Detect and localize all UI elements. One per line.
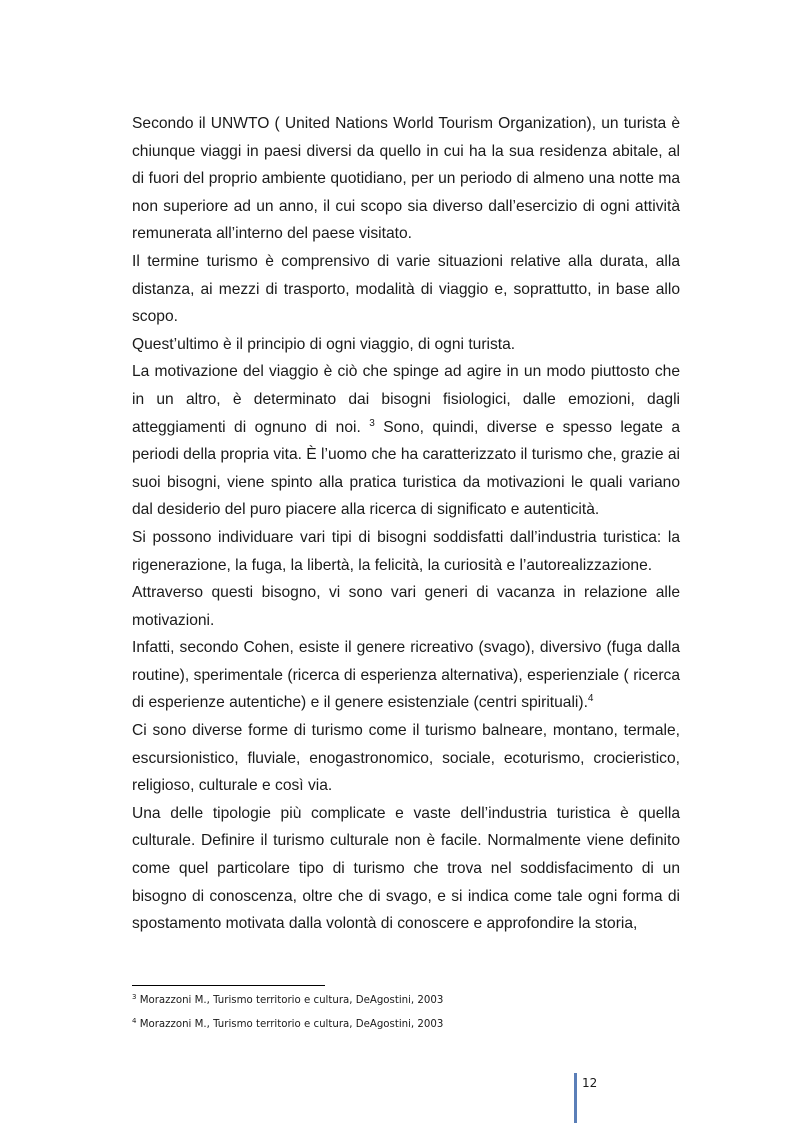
main-text [132, 110, 680, 938]
footnotes [132, 989, 692, 1037]
paragraph-term-scope: Il termine turismo è comprensivo di varie situazioni relative alla durata, alla distanza, ai mezzi di trasporto, modalità di viaggio e, soprattutto, in base allo scopo. [132, 252, 680, 326]
footnote-text: Morazzoni M., Turismo territorio e cultura, DeAgostini, 2003 [136, 1019, 444, 1030]
motivation-text-start: La motivazione del viaggio è ciò che spinge ad agire in un modo piuttosto che in un altro, è determinato dai bisogni fisiologici, dalle emozioni, dagli atteggiamenti di ognuno di noi. [132, 363, 680, 436]
paragraph-holiday-types: Attraverso questi bisogno, vi sono vari generi di vacanza in relazione alle motivazioni. [132, 584, 680, 629]
footnote-text: Morazzoni M., Turismo territorio e cultura, DeAgostini, 2003 [136, 995, 444, 1006]
footnote-ref-4: 4 [587, 693, 594, 705]
paragraph-definition: Secondo il UNWTO ( United Nations World Tourism Organization), un turista è chiunque viaggi in paesi diversi da quello in cui ha la sua residenza abitale, al di fuori del proprio ambiente quotidiano, per un periodo di almeno una notte ma non superiore ad un anno, il cui scopo sia diverso dall’esercizio di ogni attività remunerata all’interno del paese visitato. [132, 115, 680, 243]
paragraph-cohen [132, 634, 680, 717]
footnote-number: 4 [132, 1017, 137, 1025]
paragraph-motivation [132, 358, 680, 524]
motivation-text-end: Sono, quindi, diverse e spesso legate a periodi della propria vita. È l’uomo che ha caratterizzato il turismo che, grazie ai suoi bisogni, viene spinto alla pratica turistica da motivazioni le quali variano dal desiderio del puro piacere alla ricerca di significato e autenticità. [132, 418, 681, 519]
paragraph-cultural-tourism: Una delle tipologie più complicate e vaste dell’industria turistica è quella culturale. Definire il turismo culturale non è facile. Normalmente viene definito come quel particolare tipo di turismo che trova nel soddisfacimento di un bisogno di conoscenza, oltre che di svago, e si indica come tale ogni forma di spostamento motivata dalla volontà di conoscere e approfondire la storia, [132, 804, 680, 933]
footnote-number: 3 [132, 993, 137, 1001]
paragraph-tourism-forms: Ci sono diverse forme di turismo come il turismo balneare, montano, termale, escursionistico, fluviale, enogastronomico, sociale, ecoturismo, crocieristico, religioso, culturale e così via. [132, 722, 680, 795]
paragraph-principle: Quest’ultimo è il principio di ogni viaggio, di ogni turista. [132, 335, 516, 353]
footnote-separator [132, 985, 325, 986]
page-number-bar [574, 1073, 577, 1123]
cohen-text: Infatti, secondo Cohen, esiste il genere ricreativo (svago), diversivo (fuga dalla routine), sperimentale (ricerca di esperienza alternativa), esperienziale ( ricerca di esperienze autentiche) e il genere esistenziale (centri spirituali). [132, 639, 680, 712]
footnote-4 [132, 1013, 692, 1037]
footnote-ref-3: 3 [369, 417, 375, 429]
page-number: 12 [582, 1076, 598, 1090]
footnote-3 [132, 989, 692, 1013]
paragraph-needs: Si possono individuare vari tipi di bisogni soddisfatti dall’industria turistica: la rigenerazione, la fuga, la libertà, la felicità, la curiosità e l’autorealizzazione. [132, 528, 680, 574]
